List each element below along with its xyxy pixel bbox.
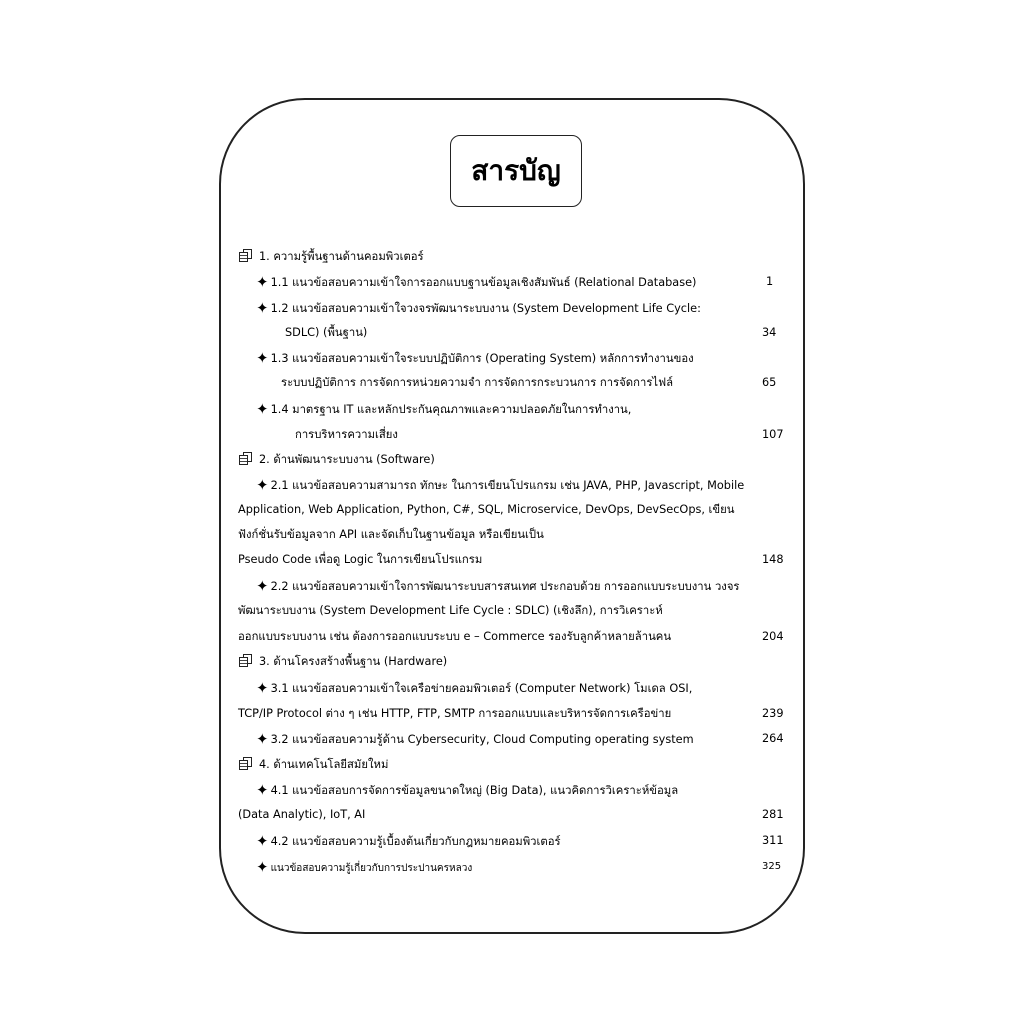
toc-item[interactable]: ✦ 4.2 แนวข้อสอบความรู้เบื้องต้นเกี่ยวกับกฎหมายคอมพิวเตอร์ [256, 832, 561, 850]
page-number: 1 [766, 275, 774, 288]
toc-item[interactable]: ✦ 1.3 แนวข้อสอบความเข้าใจระบบปฏิบัติการ (Operating System) หลักการทำงานของ [256, 349, 694, 367]
four-point-star-icon: ✦ [256, 273, 269, 291]
toc-item-continuation: การบริหารความเสี่ยง [295, 428, 398, 441]
toc-item[interactable]: ✦ แนวข้อสอบความรู้เกี่ยวกับการประปานครหลวง [256, 858, 473, 876]
toc-item-continuation: พัฒนาระบบงาน (System Development Life Cycle : SDLC) (เชิงลึก), การวิเคราะห์ [238, 604, 663, 617]
book-stack-icon [239, 654, 253, 668]
toc-item-continuation: TCP/IP Protocol ต่าง ๆ เช่น HTTP, FTP, SMTP การออกแบบและบริหารจัดการเครือข่าย [238, 707, 672, 720]
section-heading: 1. ความรู้พื้นฐานด้านคอมพิวเตอร์ [239, 247, 424, 267]
four-point-star-icon: ✦ [256, 858, 269, 876]
toc-item[interactable]: ✦ 2.2 แนวข้อสอบความเข้าใจการพัฒนาระบบสารสนเทศ ประกอบด้วย การออกแบบระบบงาน วงจร [256, 577, 740, 595]
toc-item[interactable]: ✦ 3.2 แนวข้อสอบความรู้ด้าน Cybersecurity, Cloud Computing operating system [256, 730, 694, 748]
book-stack-icon [239, 249, 253, 263]
page-number: 34 [762, 326, 777, 339]
section-heading: 2. ด้านพัฒนาระบบงาน (Software) [239, 450, 435, 470]
four-point-star-icon: ✦ [256, 832, 269, 850]
section-heading: 4. ด้านเทคโนโลยีสมัยใหม่ [239, 755, 388, 775]
four-point-star-icon: ✦ [256, 781, 269, 799]
four-point-star-icon: ✦ [256, 730, 269, 748]
four-point-star-icon: ✦ [256, 476, 269, 494]
page-number: 281 [762, 808, 784, 821]
page-number: 107 [762, 428, 784, 441]
toc-item[interactable]: ✦ 1.4 มาตรฐาน IT และหลักประกันคุณภาพและความปลอดภัยในการทำงาน, [256, 400, 632, 418]
page-number: 65 [762, 376, 777, 389]
four-point-star-icon: ✦ [256, 400, 269, 418]
page-number: 311 [762, 834, 784, 847]
toc-item-continuation: Application, Web Application, Python, C#, SQL, Microservice, DevOps, DevSecOps, เขียน [238, 503, 735, 516]
toc-item[interactable]: ✦ 1.2 แนวข้อสอบความเข้าใจวงจรพัฒนาระบบงาน (System Development Life Cycle: [256, 299, 701, 317]
section-heading: 3. ด้านโครงสร้างพื้นฐาน (Hardware) [239, 652, 447, 672]
toc-item-continuation: SDLC) (พื้นฐาน) [285, 326, 368, 339]
toc-item-continuation: ฟังก์ชั่นรับข้อมูลจาก API และจัดเก็บในฐานข้อมูล หรือเขียนเป็น [238, 528, 544, 541]
toc-item[interactable]: ✦ 4.1 แนวข้อสอบการจัดการข้อมูลขนาดใหญ่ (Big Data), แนวคิดการวิเคราะห์ข้อมูล [256, 781, 679, 799]
toc-item-continuation: ระบบปฏิบัติการ การจัดการหน่วยความจำ การจัดการกระบวนการ การจัดการไฟล์ [281, 376, 673, 389]
page-number: 148 [762, 553, 784, 566]
four-point-star-icon: ✦ [256, 679, 269, 697]
page-number: 239 [762, 707, 784, 720]
four-point-star-icon: ✦ [256, 299, 269, 317]
toc-item-continuation: ออกแบบระบบงาน เช่น ต้องการออกแบบระบบ e – Commerce รองรับลูกค้าหลายล้านคน [238, 630, 672, 643]
book-stack-icon [239, 452, 253, 466]
book-stack-icon [239, 757, 253, 771]
toc-item[interactable]: ✦ 2.1 แนวข้อสอบความสามารถ ทักษะ ในการเขียนโปรแกรม เช่น JAVA, PHP, Javascript, Mobile [256, 476, 745, 494]
toc-item[interactable]: ✦ 3.1 แนวข้อสอบความเข้าใจเครือข่ายคอมพิวเตอร์ (Computer Network) โมเดล OSI, [256, 679, 693, 697]
page-number: 325 [762, 861, 782, 872]
page-number: 264 [762, 732, 784, 745]
toc-item-continuation: (Data Analytic), IoT, AI [238, 808, 366, 821]
toc-item[interactable]: ✦ 1.1 แนวข้อสอบความเข้าใจการออกแบบฐานข้อมูลเชิงสัมพันธ์ (Relational Database) [256, 273, 697, 291]
four-point-star-icon: ✦ [256, 349, 269, 367]
page-title: สารบัญ [450, 135, 582, 207]
four-point-star-icon: ✦ [256, 577, 269, 595]
page-number: 204 [762, 630, 784, 643]
toc-item-continuation: Pseudo Code เพื่อดู Logic ในการเขียนโปรแกรม [238, 553, 483, 566]
